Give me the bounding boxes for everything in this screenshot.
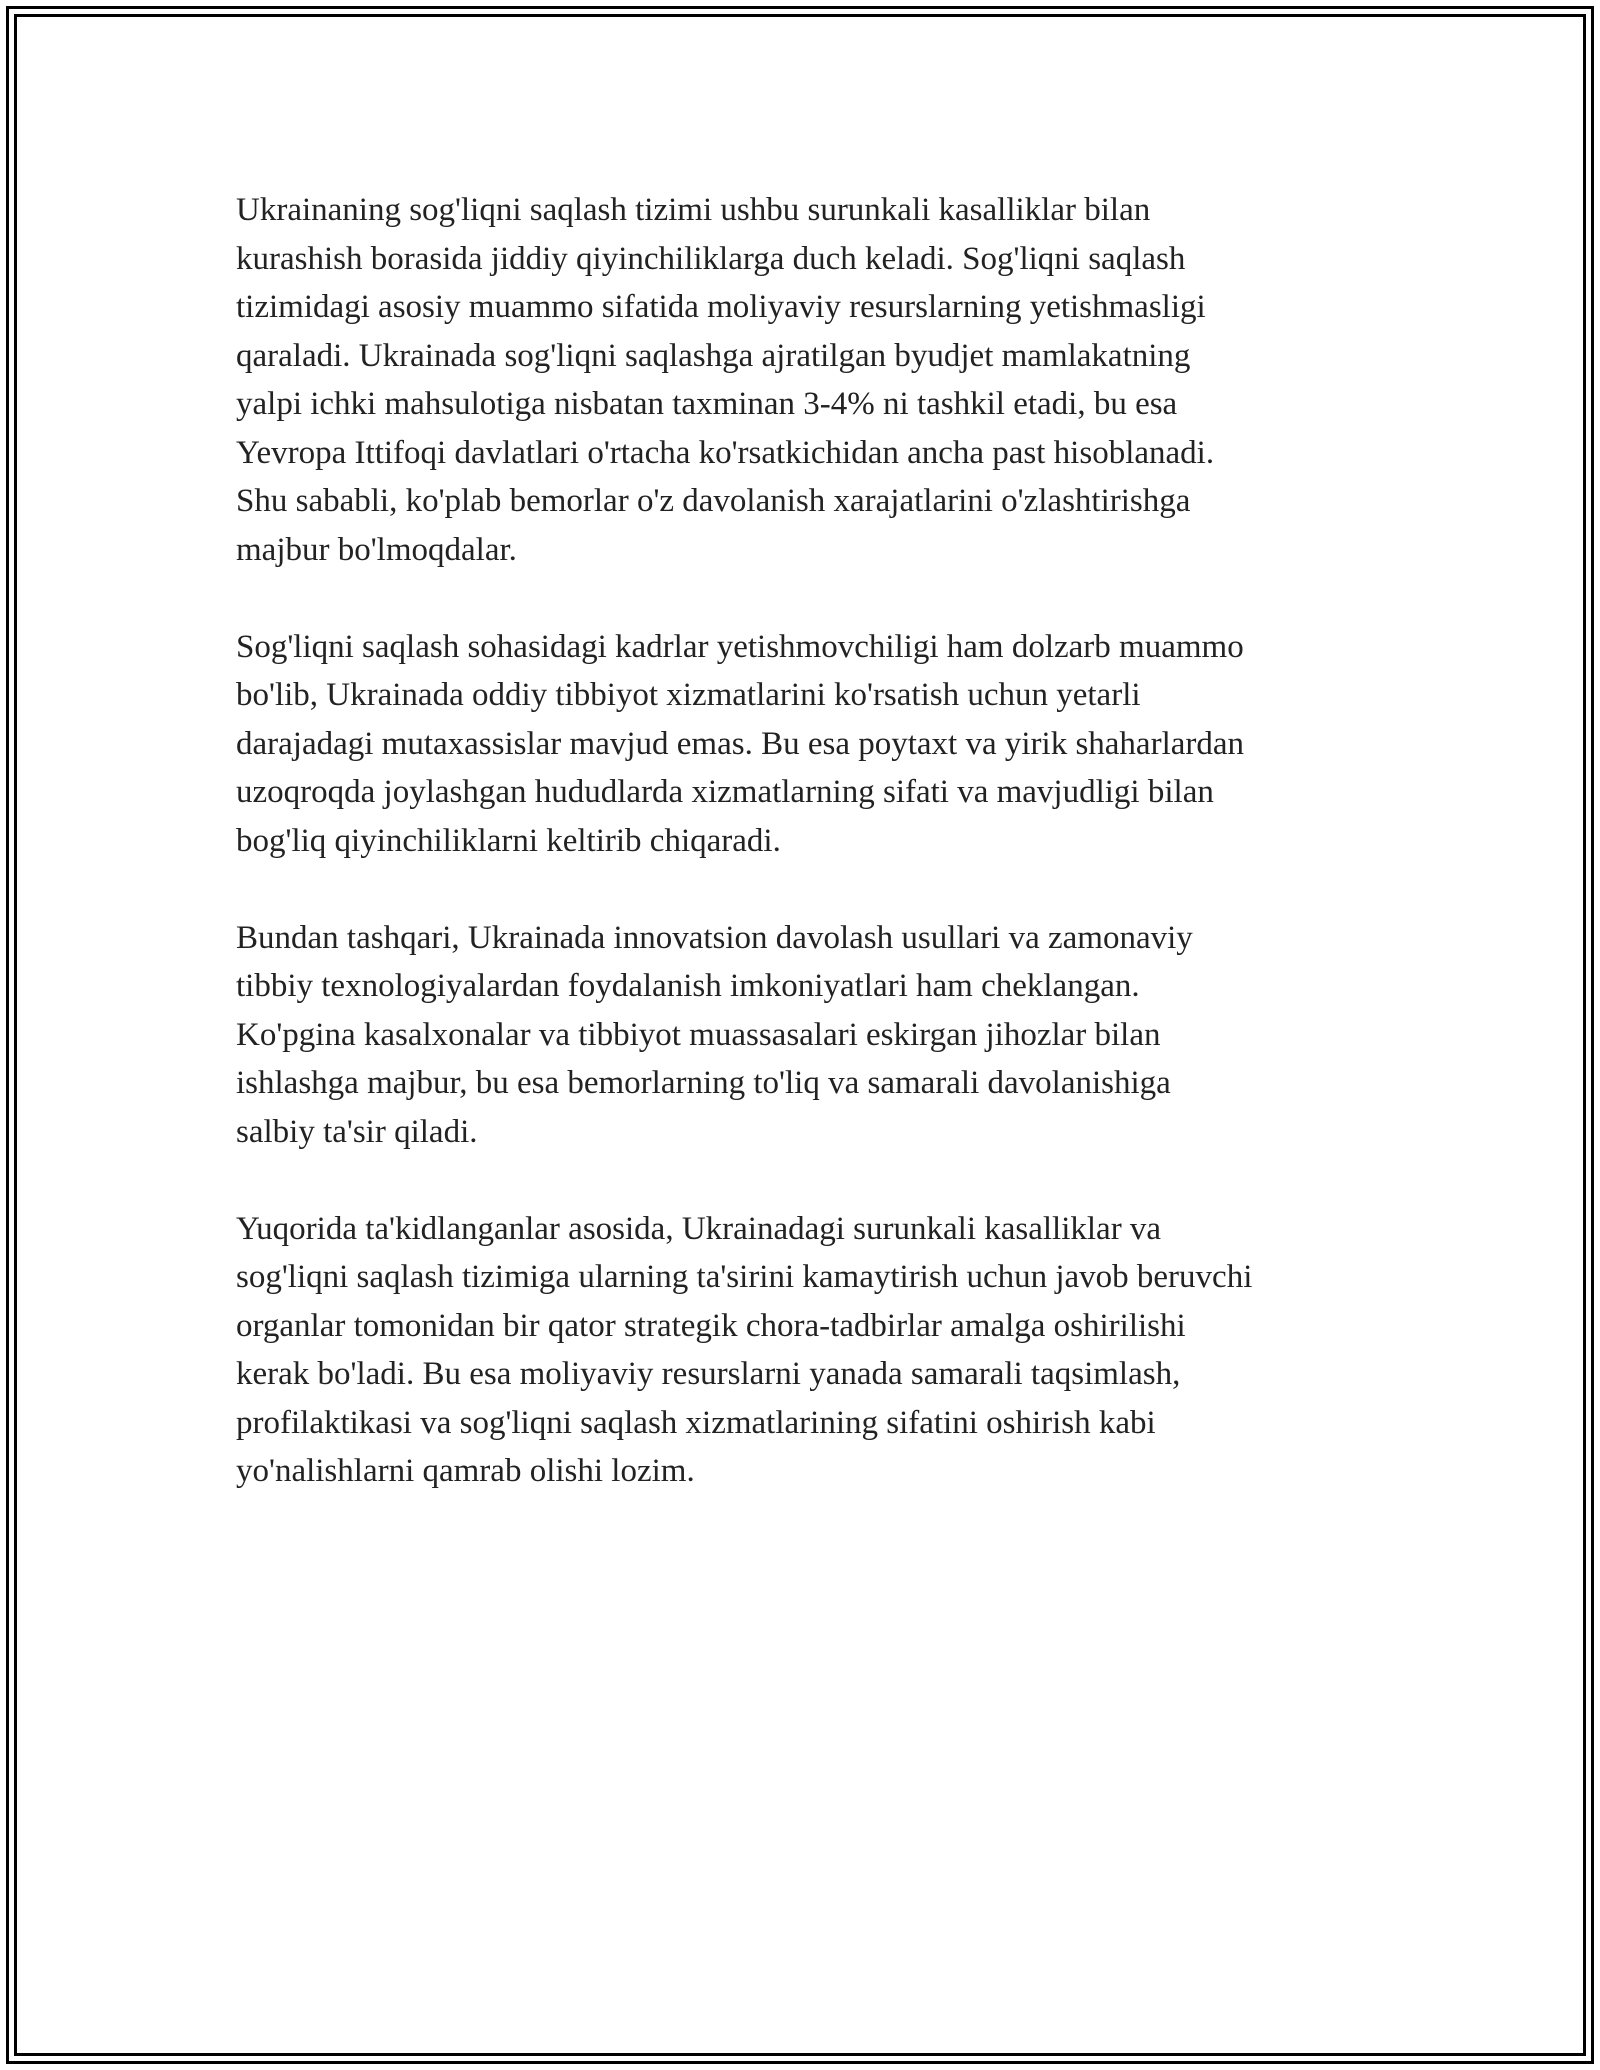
paragraph-2: Sog'liqni saqlash sohasidagi kadrlar yetishmovchiligi ham dolzarb muammo bo'lib, Ukrainada oddiy tibbiyot xizmatlarini ko'rsatish uchun yetarli darajadagi mutaxassislar mavjud emas. Bu esa poytaxt va yirik shaharlardan uzoqroqda joylashgan hududlarda xizmatlarning sifati va mavjudligi bilan bog'liq qiyinchiliklarni keltirib chiqaradi. (236, 628, 1245, 859)
paragraph-3: Bundan tashqari, Ukrainada innovatsion davolash usullari va zamonaviy tibbiy texnologiyalardan foydalanish imkoniyatlari ham cheklangan. Ko'pgina kasalxonalar va tibbiyot muassasalari eskirgan jihozlar bilan ishlashga majbur, bu esa bemorlarning to'liq va samarali davolanishiga salbiy ta'sir qiladi. (236, 919, 1193, 1150)
paragraph-4: Yuqorida ta'kidlanganlar asosida, Ukrainadagi surunkali kasalliklar va sog'liqni saqlash tizimiga ularning ta'sirini kamaytirish uchun javob beruvchi organlar tomonidan bir qator strategik chora-tadbirlar amalga oshirilishi kerak bo'ladi. Bu esa moliyaviy resurslarni yanada samarali taqsimlash, profilaktikasi va sog'liqni saqlash xizmatlarining sifatini oshirish kabi yo'nalishlarni qamrab olishi lozim. (236, 1210, 1253, 1489)
paragraph-1: Ukrainaning sog'liqni saqlash tizimi ushbu surunkali kasalliklar bilan kurashish borasida jiddiy qiyinchiliklarga duch keladi. Sog'liqni saqlash tizimidagi asosiy muammo sifatida moliyaviy resurslarning yetishmasligi qaraladi. Ukrainada sog'liqni saqlashga ajratilgan byudjet mamlakatning yalpi ichki mahsulotiga nisbatan taxminan 3-4% ni tashkil etadi, bu esa Yevropa Ittifoqi davlatlari o'rtacha ko'rsatkichidan ancha past hisoblanadi. Shu sababli, ko'plab bemorlar o'z davolanish xarajatlarini o'zlashtirishga majbur bo'lmoqdalar. (236, 192, 1215, 568)
document-body (236, 186, 1376, 1544)
